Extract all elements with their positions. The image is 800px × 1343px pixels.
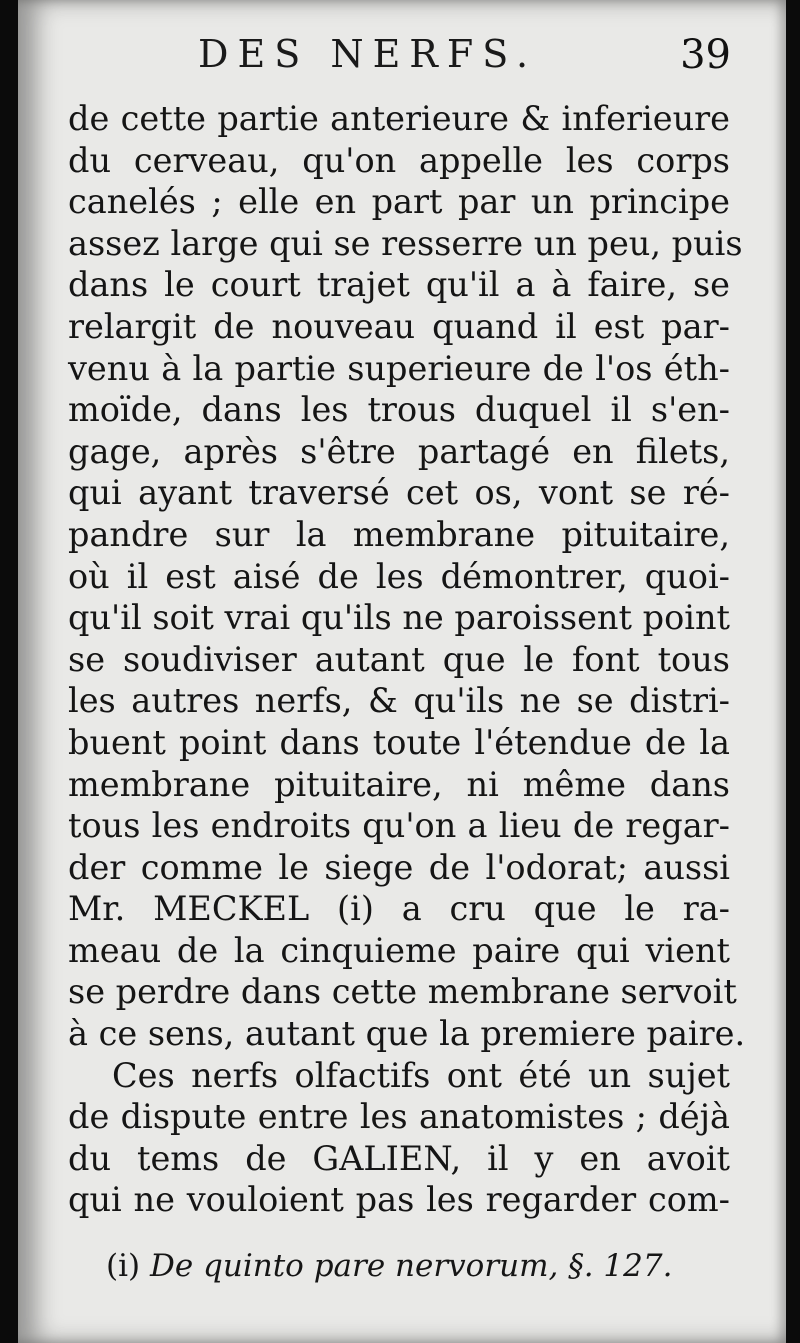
text-line: les autres nerfs, & qu'ils ne se distri-: [68, 681, 730, 721]
text-line: qui ne vouloient pas les regarder com-: [68, 1180, 730, 1220]
footnote: [106, 1248, 746, 1284]
text-line: der comme le siege de l'odorat; aussi: [68, 847, 730, 887]
text-line: meau de la cinquieme paire qui vient: [68, 930, 730, 970]
text-line: de cette partie anterieure & inferieure: [68, 99, 730, 138]
text-line: moïde, dans les trous duquel il s'en-: [68, 390, 730, 430]
text-line: qu'il soit vrai qu'ils ne paroissent point: [68, 598, 730, 638]
text-line: à ce sens, autant que la premiere paire.: [68, 1014, 746, 1054]
book-page: [18, 0, 786, 1343]
text-line: qui ayant traversé cet os, vont se ré-: [68, 473, 730, 513]
page-header: [198, 30, 731, 90]
running-title: DES NERFS.: [198, 32, 538, 76]
text-line: se soudiviser autant que le font tous: [68, 639, 730, 679]
page-number: 39: [680, 32, 731, 78]
text-line: assez large qui se resserre un peu, puis: [68, 223, 743, 263]
text-line: de dispute entre les anatomistes ; déjà: [68, 1097, 730, 1137]
text-line: membrane pituitaire, ni même dans: [68, 764, 730, 804]
text-line: Ces nerfs olfactifs ont été un sujet: [112, 1055, 730, 1095]
text-line: dans le court trajet qu'il a à faire, se: [68, 265, 730, 305]
footnote-marker: (i): [106, 1248, 141, 1284]
text-line: où il est aisé de les démontrer, quoi-: [68, 556, 730, 596]
text-line: venu à la partie superieure de l'os éth-: [68, 348, 730, 388]
footnote-text: De quinto pare nervorum, §. 127.: [149, 1248, 673, 1284]
text-line: canelés ; elle en part par un principe: [68, 182, 730, 222]
text-line: tous les endroits qu'on a lieu de regar-: [68, 806, 730, 846]
text-line: pandre sur la membrane pituitaire,: [68, 514, 730, 554]
body-text: [68, 98, 746, 1221]
text-line: Mr. MECKEL (i) a cru que le ra-: [68, 889, 730, 929]
text-line: du cerveau, qu'on appelle les corps: [68, 140, 730, 180]
text-line: gage, après s'être partagé en filets,: [68, 431, 730, 471]
text-line: du tems de GALIEN, il y en avoit: [68, 1138, 730, 1178]
text-line: relargit de nouveau quand il est par-: [68, 306, 730, 346]
text-line: buent point dans toute l'étendue de la: [68, 722, 730, 762]
text-line: se perdre dans cette membrane servoit: [68, 972, 737, 1012]
